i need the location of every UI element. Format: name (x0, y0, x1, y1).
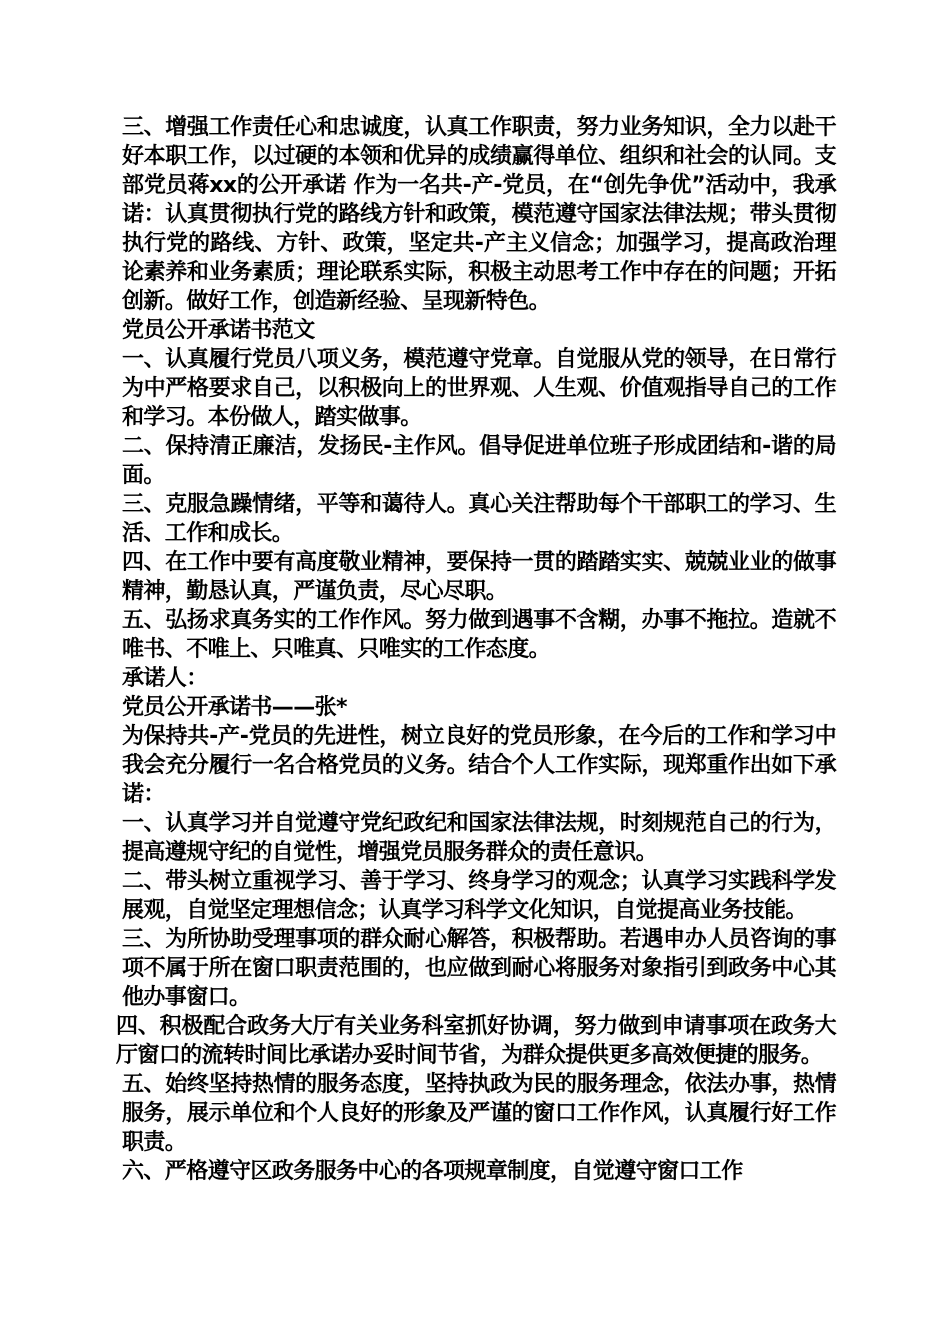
signatory-label: 承诺人： (122, 666, 208, 691)
section-heading-sample: 党员公开承诺书范文 (122, 318, 315, 343)
paragraph-11: 四、积极配合政务大厅有关业务科室抓好协调，努力做到申请事项在政务大厅窗口的流转时间比承诺办妥时间节省，为群众提供更多高效便捷的服务。 (116, 1014, 836, 1068)
paragraph-1: 三、增强工作责任心和忠诚度，认真工作职责，努力业务知识，全力以赴干好本职工作，以过硬的本领和优异的成绩赢得单位、组织和社会的认同。支部党员蒋xx的公开承诺 作为一名共-产-党员，在“创先争优”活动中，我承诺：认真贯彻执行党的路线方针和政策，模范遵守国家法律法规；带头贯彻执行党的路线、方针、政策，坚定共-产主义信念；加强学习，提高政治理论素养和业务素质；理论联系实际，积极主动思考工作中存在的问题；开拓创新。做好工作，创造新经验、呈现新特色。 (122, 115, 836, 314)
paragraph-7: 为保持共-产-党员的先进性，树立良好的党员形象，在今后的工作和学习中我会充分履行一名合格党员的义务。结合个人工作实际，现郑重作出如下承诺： (122, 724, 836, 807)
paragraph-10: 三、为所协助受理事项的群众耐心解答，积极帮助。若遇申办人员咨询的事项不属于所在窗口职责范围的，也应做到耐心将服务对象指引到政务中心其他办事窗口。 (122, 927, 836, 1010)
document-page (116, 113, 836, 1186)
paragraph-5: 四、在工作中要有高度敬业精神，要保持一贯的踏踏实实、兢兢业业的做事精神，勤恳认真，严谨负责，尽心尽职。 (122, 550, 836, 604)
paragraph-4: 三、克服急躁情绪，平等和蔼待人。真心关注帮助每个干部职工的学习、生活、工作和成长。 (122, 492, 836, 546)
paragraph-3: 二、保持清正廉洁，发扬民-主作风。倡导促进单位班子形成团结和-谐的局面。 (122, 434, 836, 488)
paragraph-2: 一、认真履行党员八项义务，模范遵守党章。自觉服从党的领导，在日常行为中严格要求自己，以积极向上的世界观、人生观、价值观指导自己的工作和学习。本份做人，踏实做事。 (122, 347, 836, 430)
paragraph-13: 六、严格遵守区政务服务中心的各项规章制度，自觉遵守窗口工作 (122, 1159, 743, 1184)
section-heading-zhang: 党员公开承诺书——张* (122, 695, 347, 720)
paragraph-8: 一、认真学习并自觉遵守党纪政纪和国家法律法规，时刻规范自己的行为，提高遵规守纪的自觉性，增强党员服务群众的责任意识。 (122, 811, 836, 865)
paragraph-6: 五、弘扬求真务实的工作作风。努力做到遇事不含糊，办事不拖拉。造就不唯书、不唯上、只唯真、只唯实的工作态度。 (122, 608, 836, 662)
paragraph-12: 五、始终坚持热情的服务态度，坚持执政为民的服务理念，依法办事，热情服务，展示单位和个人良好的形象及严谨的窗口工作作风，认真履行好工作职责。 (122, 1072, 836, 1155)
paragraph-9: 二、带头树立重视学习、善于学习、终身学习的观念；认真学习实践科学发展观，自觉坚定理想信念；认真学习科学文化知识，自觉提高业务技能。 (122, 869, 836, 923)
